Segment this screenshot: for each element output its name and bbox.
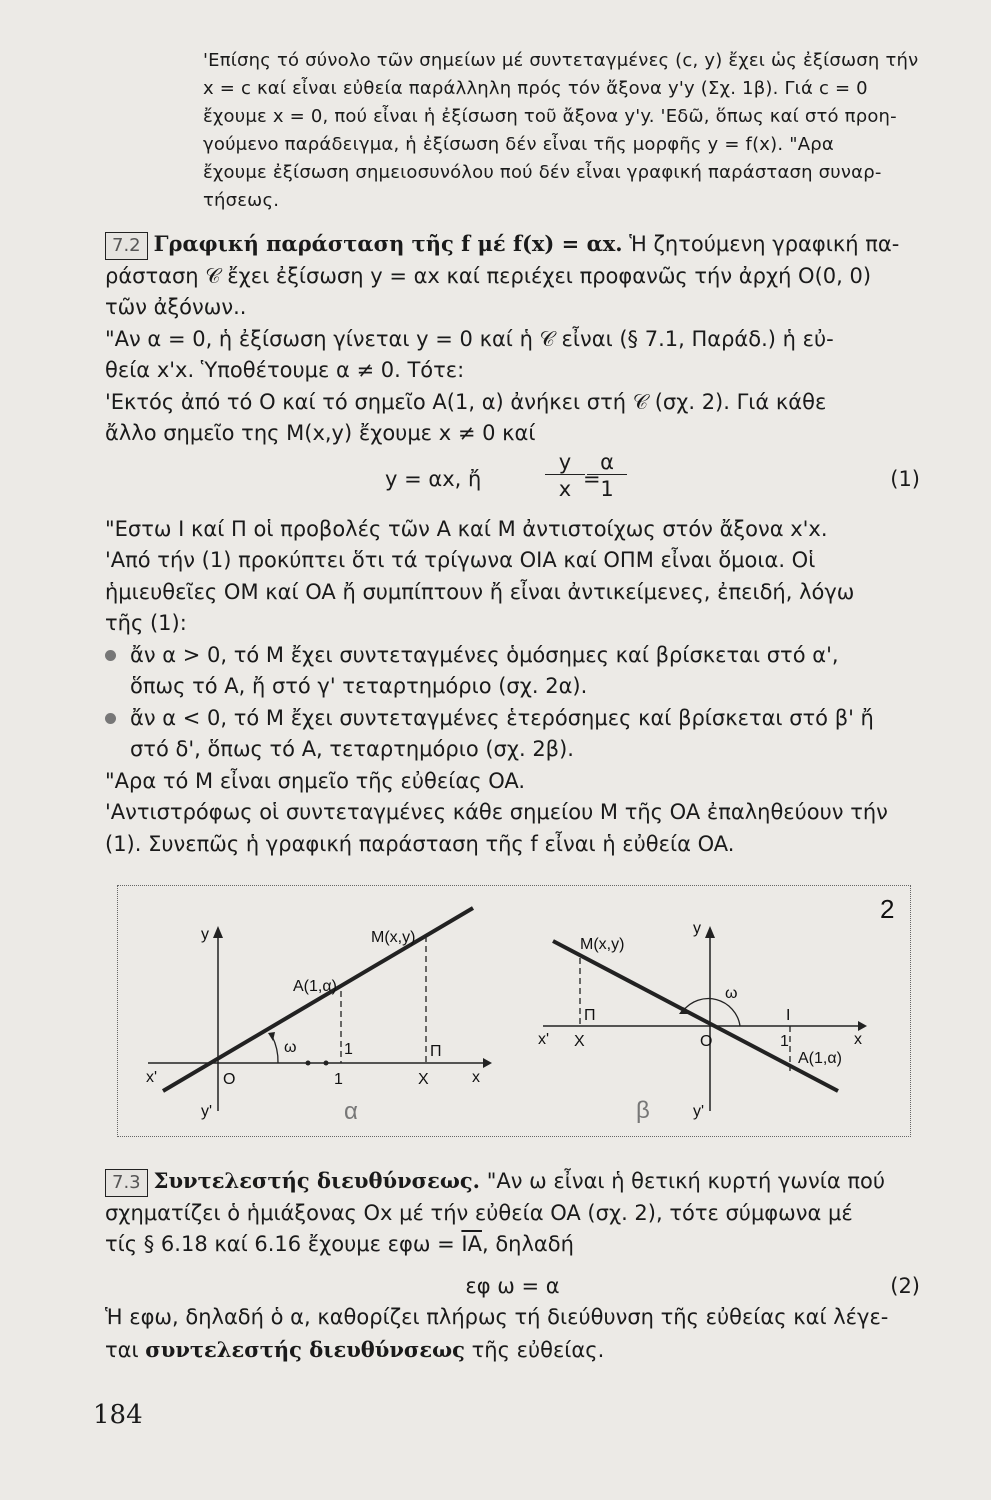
intro-paragraph xyxy=(203,47,923,215)
x-arrow xyxy=(483,1058,492,1068)
y-arrow xyxy=(213,926,223,938)
text-line: ἔχουμε x = 0, πού εἶναι ἡ ἐξίσωση τοῦ ἄξονα y'y. 'Εδῶ, ὅπως καί στό προη- xyxy=(203,106,897,127)
text-line: "Εστω I καί Π οἱ προβολές τῶν A καί M ἀντιστοίχως στόν ἄξονα x'x. xyxy=(105,516,828,541)
text-line: τήσεως. xyxy=(203,190,280,211)
text-line: τῆς (1): xyxy=(105,611,187,635)
text-line: ἡμιευθεῖες OM καί OA ἤ συμπίπτουν ἤ εἶναι ἀντικείμενες, ἐπειδή, λόγω xyxy=(105,579,855,604)
svg-text:A(1,α): A(1,α) xyxy=(798,1050,842,1067)
svg-text:y: y xyxy=(201,926,209,943)
text-line: ἄλλο σημεῖο της M(x,y) ἔχουμε x ≠ 0 καί xyxy=(105,421,536,445)
text-line: ράσταση 𝒞 ἔχει ἐξίσωση y = αx καί περιέχει προφανῶς τήν ἀρχή O(0, 0) xyxy=(105,263,872,288)
text-line: "Αν α = 0, ἡ ἐξίσωση γίνεται y = 0 καί ἡ 𝒞 εἶναι (§ 7.1, Παράδ.) ἡ εὐ- xyxy=(105,326,834,351)
section-number: 7.2 xyxy=(105,232,148,260)
text-line: θεία x'x. Ὑποθέτουμε α ≠ 0. Τότε: xyxy=(105,358,465,382)
text-line: στό δ', ὅπως τό A, τεταρτημόριο (σχ. 2β). xyxy=(130,737,574,761)
text-line: x = c καί εἶναι εὐθεία παράλληλη πρός τόν ἄξονα y'y (Σχ. 1β). Γιά c = 0 xyxy=(203,78,868,99)
equation-1: y = αx, ἤ $\frac{y}{x}$ = α 1 (1) xyxy=(385,449,920,501)
fraction-alpha-over-1: α 1 xyxy=(587,450,627,503)
svg-text:1: 1 xyxy=(344,1041,353,1058)
svg-text:Π: Π xyxy=(430,1043,442,1060)
text-line: γούμενο παράδειγμα, ἡ ἐξίσωση δέν εἶναι τῆς μορφῆς y = f(x). "Αρα xyxy=(203,134,834,155)
y-arrow xyxy=(705,926,715,938)
section-number: 7.3 xyxy=(105,1169,148,1197)
section-7-3 xyxy=(105,1165,920,1366)
text-line: "Αρα τό M εἶναι σημεῖο τῆς εὐθείας OA. xyxy=(105,768,526,793)
text-line: Ἡ εφω, δηλαδή ὁ α, καθορίζει πλήρως τή διεύθυνση τῆς εὐθείας καί λέγε- xyxy=(105,1305,889,1329)
svg-text:M(x,y): M(x,y) xyxy=(580,936,625,953)
fraction-y-over-x: $\frac{y}{x}$ xyxy=(545,450,585,503)
text-line: 'Επίσης τό σύνολο τῶν σημείων μέ συντεταγμένες (c, y) ἔχει ὡς ἐξίσωση τήν xyxy=(203,50,919,71)
text-line: Ἡ ζητούμενη γραφική πα- xyxy=(629,232,900,256)
svg-text:Π: Π xyxy=(584,1007,596,1024)
equation-left: y = αx, ἤ xyxy=(385,466,482,491)
bullet-icon xyxy=(105,713,116,724)
svg-text:y': y' xyxy=(693,1103,705,1120)
svg-text:O: O xyxy=(223,1071,236,1088)
svg-text:α: α xyxy=(344,1098,358,1125)
svg-text:1: 1 xyxy=(780,1033,789,1050)
equation-number: (1) xyxy=(890,466,920,491)
section-title: Γραφική παράσταση τῆς f μέ f(x) = αx. xyxy=(153,231,623,256)
text-line: 'Εκτός ἀπό τό O καί τό σημεῖο A(1, α) ἀνήκει στή 𝒞 (σχ. 2). Γιά κάθε xyxy=(105,389,827,414)
svg-text:X: X xyxy=(418,1071,429,1088)
line-oa xyxy=(553,941,838,1091)
svg-text:X: X xyxy=(574,1033,585,1050)
svg-text:A(1,α): A(1,α) xyxy=(293,978,337,995)
text-line: τῶν ἀξόνων.. xyxy=(105,295,247,319)
text-line: ἔχουμε ἐξίσωση σημειοσυνόλου πού δέν εἶναι γραφική παράσταση συναρ- xyxy=(203,162,882,183)
text-line: 'Από τήν (1) προκύπτει ὅτι τά τρίγωνα OIA καί OΠM εἶναι ὅμοια. Οἱ xyxy=(105,548,816,572)
svg-text:ω: ω xyxy=(725,985,738,1002)
figure-a xyxy=(146,908,492,1125)
svg-text:ω: ω xyxy=(284,1039,297,1056)
text-line: σχηματίζει ὁ ἡμιάξονας Ox μέ τήν εὐθεία OA (σχ. 2), τότε σύμφωνα μέ xyxy=(105,1200,853,1225)
x-arrow xyxy=(858,1021,867,1031)
svg-text:M(x,y): M(x,y) xyxy=(371,929,416,946)
svg-text:I: I xyxy=(786,1007,791,1024)
text-line: (1). Συνεπῶς ἡ γραφική παράσταση τῆς f εἶναι ἡ εὐθεία OA. xyxy=(105,831,735,856)
equation-number: (2) xyxy=(890,1273,920,1298)
text-line: ὅπως τό A, ἤ στό γ' τεταρτημόριο (σχ. 2α). xyxy=(130,674,588,698)
section-title: Συντελεστής διευθύνσεως. xyxy=(153,1168,480,1193)
svg-text:x': x' xyxy=(146,1069,158,1086)
svg-text:x: x xyxy=(472,1069,480,1086)
figure-b xyxy=(538,920,867,1124)
bullet-item: ἄν α < 0, τό M ἔχει συντεταγμένες ἑτερόσημες καί βρίσκεται στό β' ἤ xyxy=(105,703,920,735)
figure-2 xyxy=(117,885,911,1137)
figure-number: 2 xyxy=(880,894,895,924)
svg-text:y': y' xyxy=(201,1103,213,1120)
text-line: τίς § 6.18 καί 6.16 ἔχουμε $\varepsilon\varphi\omega = \overline{IA}$, δηλαδή xyxy=(105,1232,574,1256)
svg-text:β: β xyxy=(636,1097,650,1124)
svg-text:1: 1 xyxy=(334,1071,343,1088)
text-line: 'Αντιστρόφως οἱ συντεταγμένες κάθε σημείου M τῆς OA ἐπαληθεύουν τήν xyxy=(105,800,888,824)
bullet-icon xyxy=(105,650,116,661)
section-7-2 xyxy=(105,228,920,860)
text-line: "Αν ω εἶναι ἡ θετική κυρτή γωνία πού xyxy=(486,1169,885,1193)
text-line: ται συντελεστής διευθύνσεως τῆς εὐθείας. xyxy=(105,1336,605,1362)
svg-text:y: y xyxy=(693,920,701,937)
bullet-item: ἄν α > 0, τό M ἔχει συντεταγμένες ὁμόσημες καί βρίσκεται στό α', xyxy=(105,640,920,672)
figure-2-drawing xyxy=(118,886,910,1136)
svg-text:O: O xyxy=(700,1033,713,1050)
page-number: 184 xyxy=(93,1400,143,1430)
svg-text:x': x' xyxy=(538,1031,550,1048)
equation-2: εφ ω = α (2) xyxy=(105,1271,920,1303)
svg-text:x: x xyxy=(854,1031,862,1048)
